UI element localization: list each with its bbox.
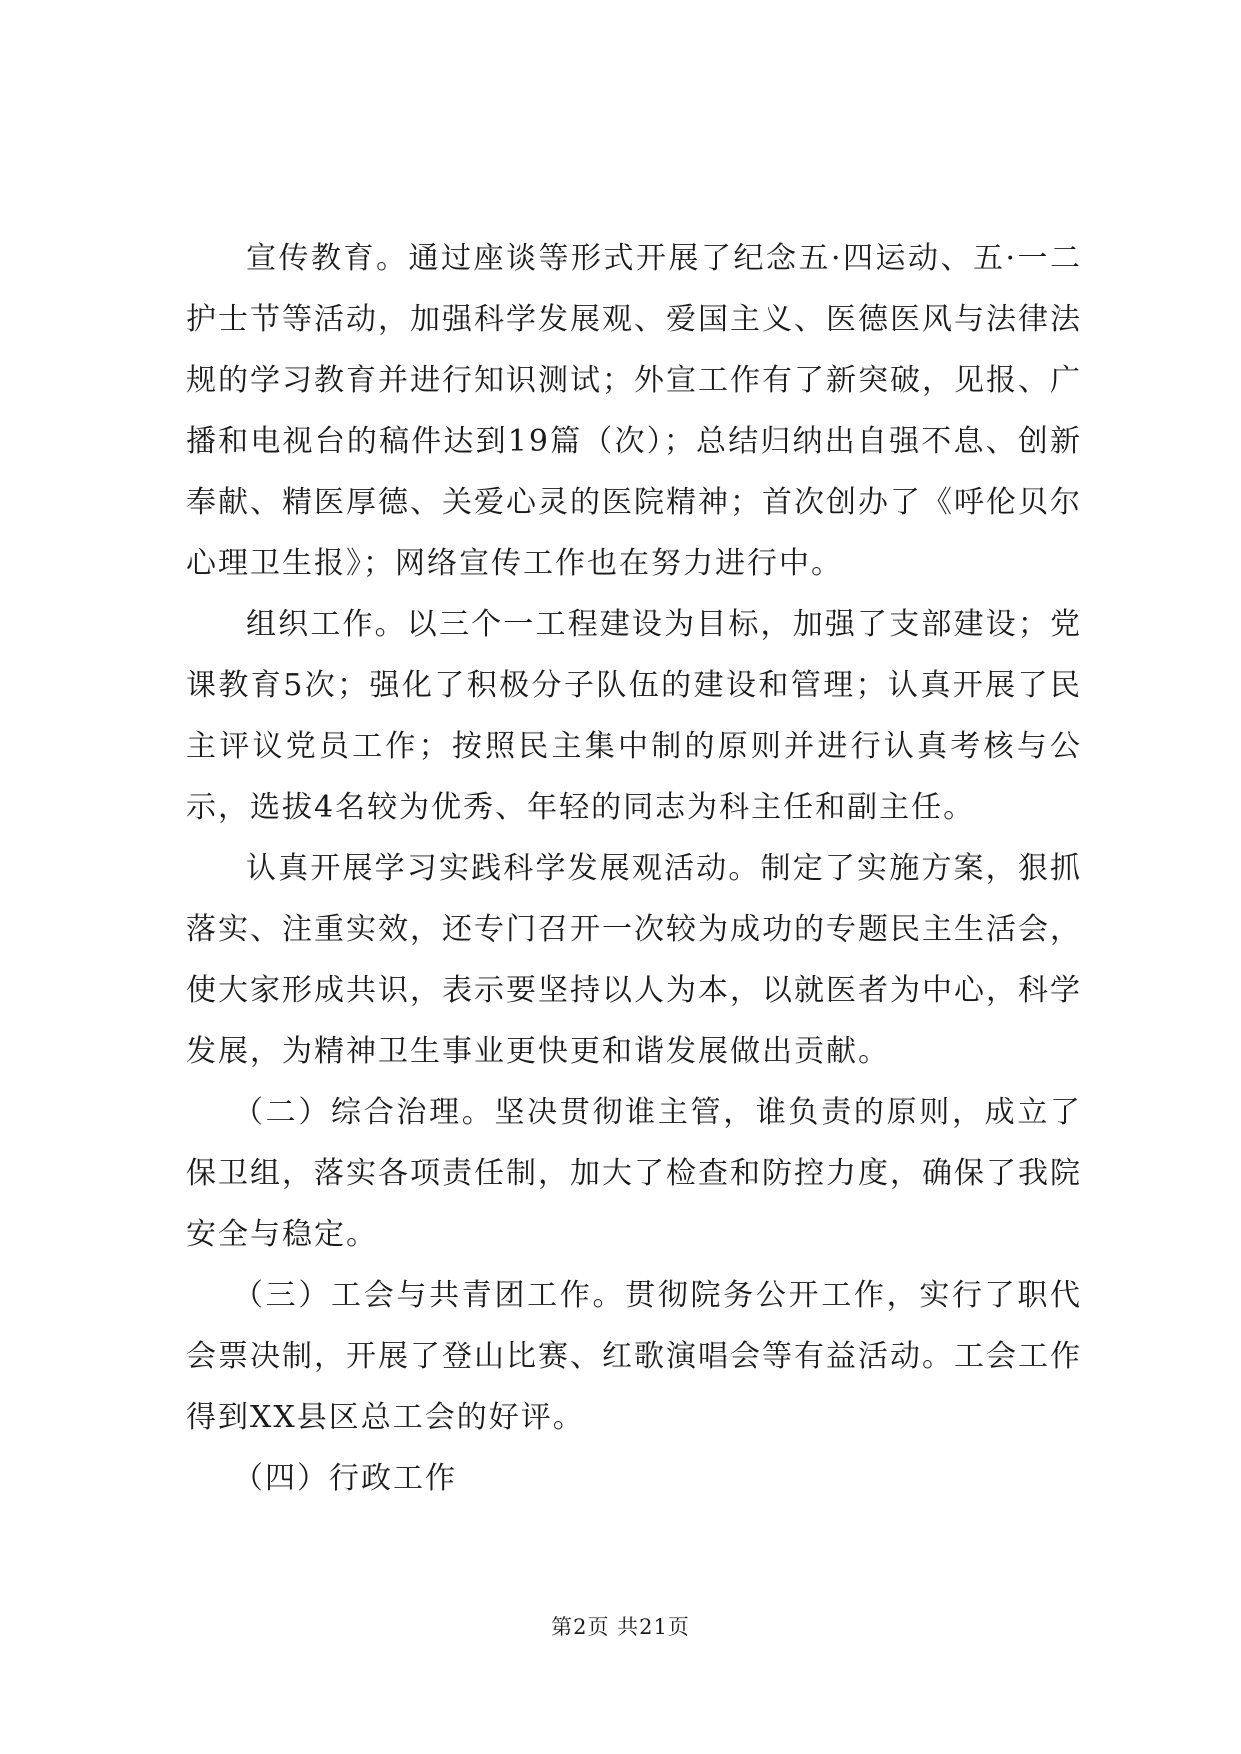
paragraph-publicity-education: 宣传教育。通过座谈等形式开展了纪念五·四运动、五·一二护士节等活动，加强科学发展观、爱国主义、医德医风与法律法规的学习教育并进行知识测试；外宣工作有了新突破，见报、广播和电视台的稿件达到19篇（次）；总结归纳出自强不息、创新奉献、精医厚德、关爱心灵的医院精神；首次创办了《呼伦贝尔心理卫生报》；网络宣传工作也在努力进行中。 [186, 241, 1082, 581]
paragraph-scientific-development: 认真开展学习实践科学发展观活动。制定了实施方案，狠抓落实、注重实效，还专门召开一次较为成功的专题民主生活会，使大家形成共识，表示要坚持以人为本，以就医者为中心，科学发展，为精神卫生事业更快更和谐发展做出贡献。 [186, 851, 1082, 1069]
paragraph-comprehensive-governance: （二）综合治理。坚决贯彻谁主管，谁负责的原则，成立了保卫组，落实各项责任制，加大了检查和防控力度，确保了我院安全与稳定。 [186, 1095, 1082, 1252]
paragraph-administrative-work-heading: （四）行政工作 [233, 1461, 457, 1496]
document-body [186, 228, 1082, 1509]
paragraph-union-youth-league: （三）工会与共青团工作。贯彻院务公开工作，实行了职代会票决制，开展了登山比赛、红歌演唱会等有益活动。工会工作得到XX县区总工会的好评。 [186, 1278, 1082, 1435]
page-number-footer: 第2页 共21页 [551, 1615, 690, 1639]
paragraph-organization-work: 组织工作。以三个一工程建设为目标，加强了支部建设；党课教育5次；强化了积极分子队伍的建设和管理；认真开展了民主评议党员工作；按照民主集中制的原则并进行认真考核与公示，选拔4名较为优秀、年轻的同志为科主任和副主任。 [186, 607, 1082, 825]
